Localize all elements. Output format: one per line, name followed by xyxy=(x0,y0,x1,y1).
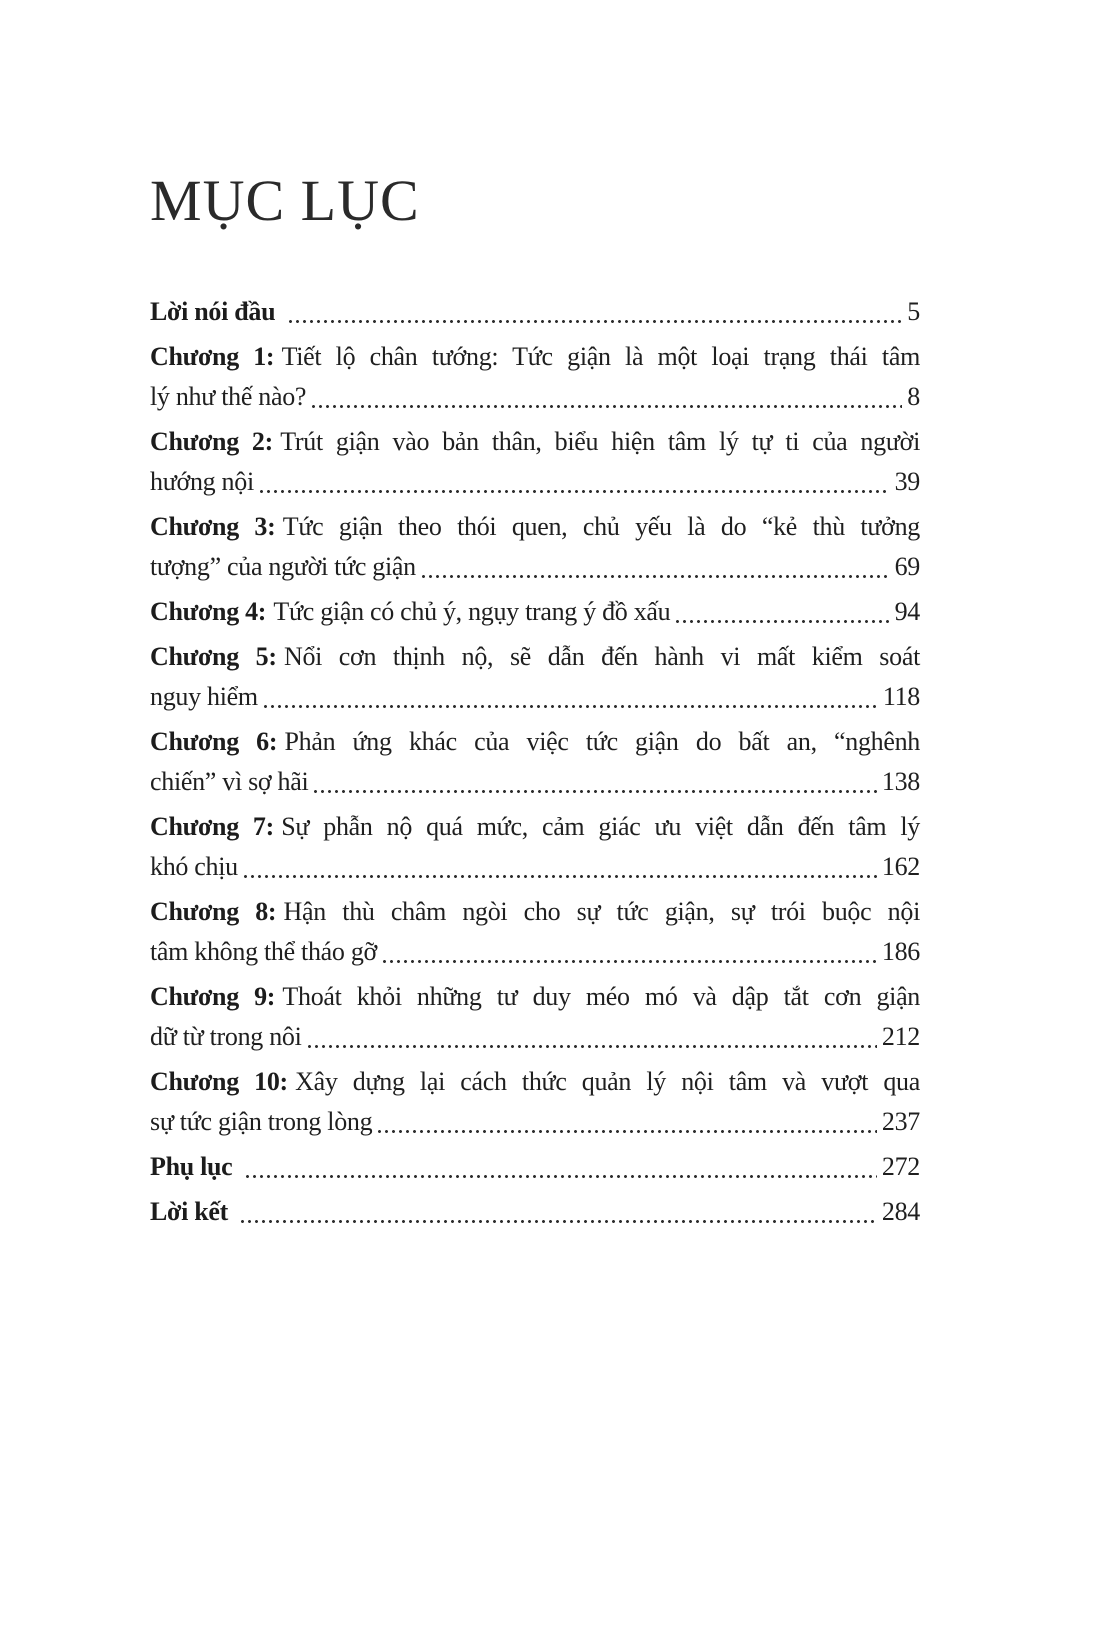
toc-entry-label: Phụ lục xyxy=(150,1152,233,1181)
toc-entry xyxy=(150,1192,920,1232)
toc-entry-last-line xyxy=(150,1102,920,1142)
toc-entry xyxy=(150,592,920,632)
page-number: 212 xyxy=(881,1022,920,1051)
toc-entry-label: Chương 3: xyxy=(150,512,276,541)
toc-entry xyxy=(150,422,920,502)
dot-leader xyxy=(258,490,890,493)
page-number: 186 xyxy=(881,937,920,966)
toc-entry-label: Lời nói đầu xyxy=(150,297,276,326)
toc-entry-label: Chương 4: xyxy=(150,597,267,626)
toc-entry-last-line xyxy=(150,932,920,972)
page-number: 8 xyxy=(907,382,920,411)
toc-entry-title: Tức giận theo thói quen, chủ yếu là do “kẻ thù tưởng xyxy=(282,512,920,541)
toc-entry-first-line xyxy=(150,1062,920,1102)
toc-entry-title: Trút giận vào bản thân, biểu hiện tâm lý tự ti của người xyxy=(280,427,920,456)
toc-entry-title-continued: lý như thế nào? xyxy=(150,382,307,411)
toc-entry-label: Chương 7: xyxy=(150,812,274,841)
toc-entry xyxy=(150,337,920,417)
dot-leader xyxy=(262,705,878,708)
toc-entry-last-line xyxy=(150,1147,920,1187)
toc-entry xyxy=(150,722,920,802)
page-number: 69 xyxy=(894,552,920,581)
toc-entry xyxy=(150,637,920,717)
page-number: 162 xyxy=(881,852,920,881)
toc-entry-title: Hận thù châm ngòi cho sự tức giận, sự trói buộc nội xyxy=(283,897,921,926)
page-number: 284 xyxy=(881,1197,920,1226)
toc-entry xyxy=(150,1062,920,1142)
page-number: 138 xyxy=(881,767,920,796)
toc-entry-title-continued: Tức giận có chủ ý, ngụy trang ý đồ xấu xyxy=(273,597,671,626)
dot-leader xyxy=(239,1220,877,1223)
toc-entry xyxy=(150,892,920,972)
page-number: 118 xyxy=(882,682,920,711)
toc-entry-last-line xyxy=(150,462,920,502)
toc-entry-last-line xyxy=(150,547,920,587)
toc-entry-last-line xyxy=(150,292,920,332)
dot-leader xyxy=(287,320,903,323)
toc-entry-title: Sự phẫn nộ quá mức, cảm giác ưu việt dẫn đến tâm lý xyxy=(281,812,920,841)
toc-entry-title: Phản ứng khác của việc tức giận do bất an, “nghênh xyxy=(284,727,920,756)
toc-entry-first-line xyxy=(150,807,920,847)
toc-entry-label: Chương 1: xyxy=(150,342,275,371)
dot-leader xyxy=(242,875,877,878)
toc-entry-first-line xyxy=(150,337,920,377)
dot-leader xyxy=(376,1130,877,1133)
toc-list xyxy=(150,292,920,1232)
toc-entry-title-continued: nguy hiểm xyxy=(150,682,258,711)
toc-entry-title-continued: tâm không thể tháo gỡ xyxy=(150,937,377,966)
toc-entry-first-line xyxy=(150,722,920,762)
dot-leader xyxy=(420,575,890,578)
dot-leader xyxy=(381,960,877,963)
toc-entry-title: Nổi cơn thịnh nộ, sẽ dẫn đến hành vi mất kiểm soát xyxy=(283,642,920,671)
page-number: 94 xyxy=(894,597,920,626)
toc-entry-last-line xyxy=(150,1192,920,1232)
toc-entry-last-line xyxy=(150,377,920,417)
page-number: 237 xyxy=(881,1107,920,1136)
toc-entry-last-line xyxy=(150,592,920,632)
toc-entry-first-line xyxy=(150,507,920,547)
toc-entry-label: Chương 5: xyxy=(150,642,277,671)
page-number: 39 xyxy=(894,467,920,496)
toc-entry-label: Lời kết xyxy=(150,1197,229,1226)
toc-entry-label: Chương 10: xyxy=(150,1067,288,1096)
toc-entry-title-continued: chiến” vì sợ hãi xyxy=(150,767,309,796)
toc-entry-first-line xyxy=(150,892,920,932)
toc-entry-title-continued: hướng nội xyxy=(150,467,254,496)
toc-entry xyxy=(150,807,920,887)
toc-entry xyxy=(150,977,920,1057)
toc-entry-title: Xây dựng lại cách thức quản lý nội tâm và vượt qua xyxy=(295,1067,920,1096)
toc-entry-first-line xyxy=(150,977,920,1017)
toc-entry-label: Chương 6: xyxy=(150,727,278,756)
toc-entry xyxy=(150,507,920,587)
toc-entry-title: Thoát khỏi những tư duy méo mó và dập tắt cơn giận xyxy=(282,982,921,1011)
toc-entry-title-continued: khó chịu xyxy=(150,852,238,881)
toc-entry-last-line xyxy=(150,847,920,887)
toc-entry-label: Chương 2: xyxy=(150,427,273,456)
toc-entry xyxy=(150,292,920,332)
toc-entry-last-line xyxy=(150,762,920,802)
toc-entry-title: Tiết lộ chân tướng: Tức giận là một loại trạng thái tâm xyxy=(281,342,921,371)
toc-entry-title-continued: tượng” của người tức giận xyxy=(150,552,416,581)
toc-entry-label: Chương 9: xyxy=(150,982,276,1011)
toc-entry-first-line xyxy=(150,637,920,677)
dot-leader xyxy=(312,790,876,793)
toc-entry-first-line xyxy=(150,422,920,462)
page-title: MỤC LỤC xyxy=(150,168,420,233)
dot-leader xyxy=(306,1045,877,1048)
toc-entry-title-continued: sự tức giận trong lòng xyxy=(150,1107,373,1136)
toc-entry-label: Chương 8: xyxy=(150,897,277,926)
toc-entry-title-continued: dữ từ trong nôi xyxy=(150,1022,302,1051)
dot-leader xyxy=(244,1175,877,1178)
dot-leader xyxy=(674,620,889,623)
toc-entry-last-line xyxy=(150,677,920,717)
page-number: 272 xyxy=(881,1152,920,1181)
page-number: 5 xyxy=(907,297,920,326)
toc-entry xyxy=(150,1147,920,1187)
dot-leader xyxy=(310,405,902,408)
toc-entry-last-line xyxy=(150,1017,920,1057)
